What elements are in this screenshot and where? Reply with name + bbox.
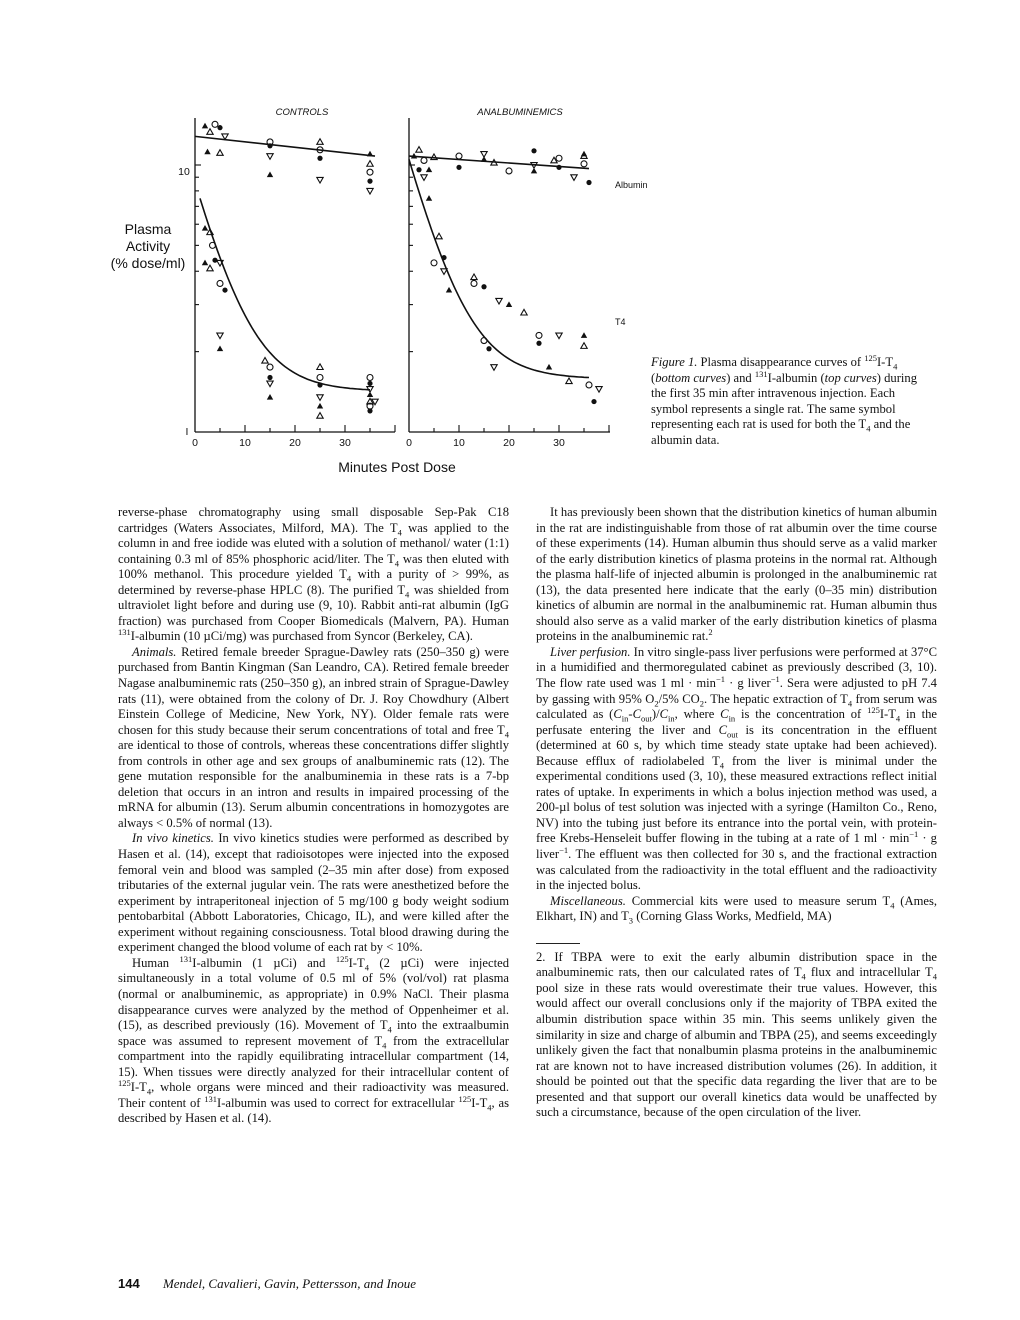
data-point-filled-circle <box>222 287 227 292</box>
data-point-down-triangle <box>217 333 223 339</box>
x-tick-label-right-20: 20 <box>503 437 515 449</box>
data-point-down-triangle <box>596 387 602 393</box>
page-number: 144 <box>118 1276 140 1291</box>
data-point-filled-triangle <box>506 301 512 307</box>
y-axis-label-line-1: Plasma <box>124 221 172 237</box>
data-point-filled-triangle <box>546 364 552 370</box>
right-body-text <box>536 505 937 925</box>
data-point-down-triangle <box>367 188 373 194</box>
data-point-open-circle <box>556 155 562 161</box>
left-paragraph-3: In vivo kinetics. In vivo kinetics studies were performed as described by Hasen et al. (14), except that radioisotopes were injected into the exposed femoral vein and blood was sampled (2–35 min after dose) from exposed tributaries of the external jugular vein. The rats were anesthetized before the experiment by intraperitoneal injection of 5 mg/100 g body weight sodium pentobarbital (Abbott Laboratories, Chicago, IL), and were killed after the experiment without regaining consciousness. Total blood drawing during the experiment changed the blood volume of each rat by < 10%. <box>118 831 509 955</box>
footnote-rule <box>536 943 580 944</box>
data-point-filled-circle <box>367 179 372 184</box>
data-point-filled-triangle <box>267 394 273 400</box>
data-point-open-triangle <box>207 265 213 271</box>
title-controls: CONTROLS <box>275 107 329 118</box>
data-point-filled-circle <box>536 341 541 346</box>
data-point-open-circle <box>267 364 273 370</box>
fit-curves <box>195 136 589 389</box>
x-tick-label-left-10: 10 <box>239 437 251 449</box>
data-point-filled-circle <box>317 156 322 161</box>
data-point-open-circle <box>431 260 437 266</box>
x-tick-label-right-0: 0 <box>406 437 412 449</box>
data-point-open-circle <box>506 168 512 174</box>
x-tick-label-right-10: 10 <box>453 437 465 449</box>
data-point-filled-triangle <box>426 195 432 201</box>
data-point-open-triangle <box>367 161 373 167</box>
data-point-open-triangle <box>262 357 268 363</box>
page-footer <box>118 1276 416 1292</box>
data-point-filled-circle <box>267 375 272 380</box>
data-point-filled-triangle <box>202 260 208 266</box>
data-point-open-circle <box>536 332 542 338</box>
data-point-filled-circle <box>367 381 372 386</box>
figure-caption: Figure 1. Plasma disappearance curves of $^{125}I-T_4$ (bottom curves) and $^{131}$I-albumin (top curves) during the first 35 min after intravenous injection. Each symbol represents a single rat. The same symbol representing each rat is used for both the $T_4$ and the albumin data. <box>651 352 917 447</box>
data-point-filled-circle <box>486 346 491 351</box>
data-point-filled-triangle <box>204 149 210 155</box>
x-tick-label-left-30: 30 <box>339 437 351 449</box>
data-point-open-triangle <box>217 150 223 156</box>
left-t4-fit-curve <box>200 198 370 389</box>
data-point-filled-triangle <box>367 391 373 397</box>
data-point-open-circle <box>581 161 587 167</box>
data-point-filled-triangle <box>446 287 452 293</box>
left-paragraph-2: Animals. Retired female breeder Sprague-Dawley rats (250–350 g) were purchased from Bantin Kingman (San Leandro, CA). Retired female breeder Nagase analbuminemic rats (250–350 g), an inbred strain of Sprague-Dawley rats (11), were obtained from the colony of Dr. J. Roy Chowdhury (Albert Einstein College of Medicine, New York, NY). Older female rats were chosen for this study because their serum concentrations of total and free $T_4$ are identical to those of controls, whereas these concentrations differ slightly from controls in other age and sex groups of analbuminemic rats (12). The gene mutation responsible for the analbuminemia in these rats is a 7-bp deletion that occurs in an intron and results in impaired processing of the mRNA for albumin (13). Serum albumin concentrations in homozygotes are always < 0.5% of normal (13). <box>118 644 509 830</box>
data-point-filled-triangle <box>317 403 323 409</box>
footnote-text: 2. If TBPA were to exit the early albumin distribution space in the analbuminemic rats, then our calculated rates of $T_4$ flux and intracellular $T_4$ pool size in these rats would overestimate their true values. However, this would affect our overall conclusions only if the majority of TBPA exited the albumin distribution space within 35 min. This seems unlikely given the similarity in size and charge of albumin and TBPA (25), and seems exceedingly unlikely given the fact that nonalbumin plasma proteins in the analbuminemic rat are known not to have increased distribution volumes (26). In addition, it should be pointed out that the specific data regarding the liver that are to be presented and that support our overall kinetics data would be unaffected by such a circumstance, because of the open circulation of the liver. <box>536 949 937 1120</box>
data-point-down-triangle <box>267 154 273 160</box>
data-point-down-triangle <box>317 177 323 183</box>
right-paragraph-2: Liver perfusion. In vitro single-pass liver perfusions were performed at 37°C in a humidified and thermoregulated cabinet as previously described (3, 10). The flow rate used was 1 ml · $\min^{-1} \cdot g$ liver$^{-1}$. Sera were adjusted to pH 7.4 by gassing with 95% $O_2/5\%$ $CO_2$. The hepatic extraction of $T_4$ from serum was calculated as $(C_{in}-C_{out})/C_{in}$, where $C_{in}$ is the concentration of $^{125}I-T_4$ in the perfusate entering the liver and $C_{out}$ is its concentration in the effluent (determined at 60 s, by which time steady state uptake had been achieved). Because efflux of radiolabeled $T_4$ from the liver is minimal under the experimental conditions used (3, 10), these measured extractions reflect initial rates of uptake. In experiments in which a bolus injection method was used, a 200-µl bolus of test solution was injected with a syringe (Hamilton Co., Reno, NV) into the tubing just before its entrance into the portal vein, with protein-free Krebs-Henseleit buffer flowing in the tubing at a rate of 1 ml · $\min^{-1} \cdot g$ liver$^{-1}$. The effluent was then collected for 30 s, and the fractional extraction was calculated from the radioactivity in the total effluent and the radioactivity in the injected bolus. <box>536 644 937 893</box>
x-tick-label-left-0: 0 <box>192 437 198 449</box>
footnote <box>536 950 937 1121</box>
data-point-open-triangle <box>471 274 477 280</box>
right-paragraph-3: Miscellaneous. Commercial kits were used to measure serum $T_4$ (Ames, Elkhart, IN) and $T_3$ (Corning Glass Works, Medfield, MA) <box>536 893 937 926</box>
data-point-filled-circle <box>586 180 591 185</box>
data-point-filled-triangle <box>581 332 587 338</box>
y-tick-label-10: 10 <box>178 166 190 178</box>
x-axis-label: Minutes Post Dose <box>338 459 456 475</box>
data-point-open-triangle <box>581 343 587 349</box>
data-point-open-triangle <box>317 413 323 419</box>
data-point-open-circle <box>367 374 373 380</box>
x-tick-label-left-20: 20 <box>289 437 301 449</box>
y-axis-label-line-3: (% dose/ml) <box>110 255 186 271</box>
data-point-filled-triangle <box>202 123 208 129</box>
running-authors: Mendel, Cavalieri, Gavin, Pettersson, and Inoue <box>162 1276 417 1291</box>
data-point-filled-circle <box>481 284 486 289</box>
data-point-open-triangle <box>416 147 422 153</box>
data-point-filled-circle <box>531 148 536 153</box>
data-point-open-circle <box>456 153 462 159</box>
data-point-filled-circle <box>591 399 596 404</box>
data-point-down-triangle <box>556 333 562 339</box>
left-text-column <box>118 505 509 1127</box>
data-point-open-circle <box>317 374 323 380</box>
data-point-open-circle <box>586 382 592 388</box>
data-point-open-circle <box>217 280 223 286</box>
data-point-filled-triangle <box>217 346 223 352</box>
data-point-filled-circle <box>416 167 421 172</box>
data-point-open-triangle <box>317 364 323 370</box>
data-point-down-triangle <box>496 298 502 304</box>
series-label-t4: T4 <box>615 317 626 327</box>
data-point-open-triangle <box>521 309 527 315</box>
data-point-filled-circle <box>367 408 372 413</box>
data-point-down-triangle <box>421 175 427 181</box>
data-point-filled-circle <box>456 165 461 170</box>
y-axis-label-line-2: Activity <box>125 238 171 254</box>
series-label-albumin: Albumin <box>615 180 648 190</box>
data-point-open-triangle <box>317 139 323 145</box>
data-point-open-circle <box>421 157 427 163</box>
y-tick-label-1: I <box>185 426 189 438</box>
left-paragraph-1: reverse-phase chromatography using small disposable Sep-Pak C18 cartridges (Waters Associates, Milford, MA). The $T_4$ was applied to the column in and free iodide was eluted with a solution of methanol/ water (1:1) containing 0.3 ml of 85% phosphoric acid/liter. The $T_4$ was then eluted with 100% methanol. This procedure yielded $T_4$ with a purity of > 99%, as determined by reverse-phase HPLC (8). The purified $T_4$ was shielded from ultraviolet light before and during use (9, 10). Rabbit anti-rat albumin (IgG fraction) was purchased from Cooper Biomedicals (Malvern, PA). Human $^{131}$I-albumin (10 µCi/mg) was purchased from Syncor (Berkeley, CA). <box>118 505 509 644</box>
data-point-open-triangle <box>436 233 442 239</box>
data-point-down-triangle <box>491 365 497 371</box>
data-point-filled-triangle <box>202 225 208 231</box>
data-point-open-circle <box>367 169 373 175</box>
x-tick-label-right-30: 30 <box>553 437 565 449</box>
right-t4-fit-curve <box>409 159 589 377</box>
data-point-open-circle <box>471 280 477 286</box>
data-point-filled-triangle <box>531 168 537 174</box>
data-point-open-triangle <box>566 378 572 384</box>
title-analbuminemics: ANALBUMINEMICS <box>477 107 563 118</box>
data-point-open-circle <box>212 121 218 127</box>
data-point-filled-triangle <box>267 171 273 177</box>
data-point-open-triangle <box>207 129 213 135</box>
data-point-down-triangle <box>267 381 273 387</box>
data-point-down-triangle <box>571 175 577 181</box>
right-paragraph-1: It has previously been shown that the distribution kinetics of human albumin in the rat are indistinguishable from those of rat albumin over the time course of these experiments (14). Human albumin thus should serve as a valid marker of the early distribution kinetics of plasma proteins in the normal rat. Although the plasma half-life of injected albumin is prolonged in the analbuminemic rat (13), the data presented here indicate that the early (0–35 min) distribution kinetics of albumin are normal in the analbuminemic rat. Human albumin thus should also serve as a valid marker of the early distribution kinetics of plasma proteins in the analbuminemic rat.$^2$ <box>536 505 937 644</box>
left-paragraph-4: Human $^{131}$I-albumin (1 µCi) and $^{125}I-T_4$ (2 µCi) were injected simultaneously in a total volume of 0.5 ml of 5% (vol/vol) rat plasma (normal or analbuminemic, as appropriate) in 0.9% NaCl. Their plasma disappearance curves were analyzed by the method of Oppenheimer et al. (15), as described previously (16). Movement of $T_4$ into the extraalbumin space was assumed to represent movement of $T_4$ from the extracellular compartment into the rapidly equilibrating intracellular compartment (14, 15). When tissues were directly analyzed for their intracellular content of $^{125}I-T_4$, whole organs were minced and their radioactivity was measured. Their content of $^{131}$I-albumin was used to correct for extracellular $^{125}I-T_4$, as described by Hasen et al. (14). <box>118 953 509 1126</box>
right-text-column <box>536 505 937 1121</box>
data-point-filled-triangle <box>426 167 432 173</box>
data-point-down-triangle <box>317 395 323 401</box>
axis-ticks <box>195 165 609 432</box>
data-point-filled-circle <box>217 125 222 130</box>
